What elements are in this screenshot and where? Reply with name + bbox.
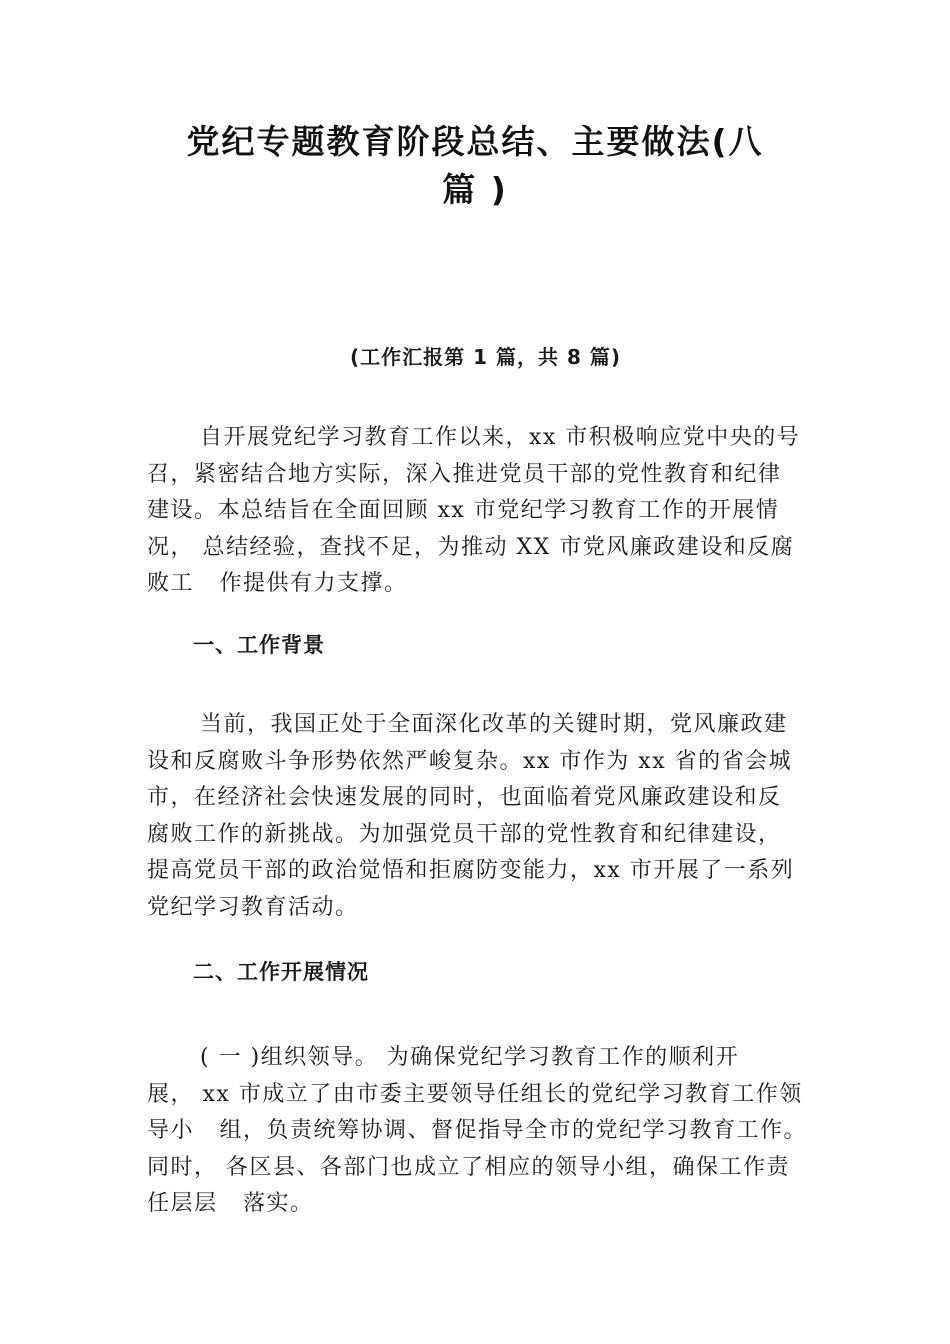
organization-paragraph	[147, 1040, 823, 1223]
paragraph-line: 同时， 各区县、各部门也成立了相应的领导小组，确保工作责	[147, 1154, 790, 1180]
paragraph-line: 腐败工作的新挑战。为加强党员干部的党性教育和纪律建设，	[147, 821, 782, 847]
paragraph-line: 召，紧密结合地方实际，深入推进党员干部的党性教育和纪律	[147, 461, 782, 487]
paragraph-line: 当前，我国正处于全面深化改革的关键时期，党风廉政建	[200, 712, 788, 737]
intro-paragraph	[147, 420, 823, 603]
section-heading-background: 一、工作背景	[193, 633, 325, 657]
paragraph-line: 自开展党纪学习教育工作以来，xx 市积极响应党中央的号	[200, 425, 801, 450]
paragraph-line: 党纪学习教育活动。	[147, 894, 359, 920]
paragraph-line: 设和反腐败斗争形势依然严峻复杂。xx 市作为 xx 省的省会城	[147, 748, 793, 774]
paragraph-line: 况， 总结经验，查找不足，为推动 XX 市党风廉政建设和反腐	[147, 534, 795, 560]
paragraph-line: ( 一 )组织领导。 为确保党纪学习教育工作的顺利开	[200, 1045, 740, 1070]
background-paragraph	[147, 707, 823, 926]
paragraph-line: 导小 组，负责统筹协调、督促指导全市的党纪学习教育工作。	[147, 1118, 807, 1143]
paragraph-line: 展， xx 市成立了由市委主要领导任组长的党纪学习教育工作领	[147, 1081, 803, 1107]
document-title-line-2: 篇 )	[442, 170, 508, 209]
paragraph-line: 任层层 落实。	[147, 1191, 314, 1216]
paragraph-line: 建设。本总结旨在全面回顾 xx 市党纪学习教育工作的开展情	[147, 498, 780, 523]
paragraph-line: 败工 作提供有力支撑。	[147, 571, 408, 596]
paragraph-line: 提高党员干部的政治觉悟和拒腐防变能力，xx 市开展了一系列	[147, 858, 795, 883]
section-heading-progress: 二、工作开展情况	[193, 960, 369, 984]
document-title-line-1: 党纪专题教育阶段总结、主要做法(八	[186, 122, 764, 161]
paragraph-line: 市，在经济社会快速发展的同时，也面临着党风廉政建设和反	[147, 785, 782, 810]
document-subtitle: (工作汇报第 1 篇，共 8 篇)	[350, 345, 621, 369]
